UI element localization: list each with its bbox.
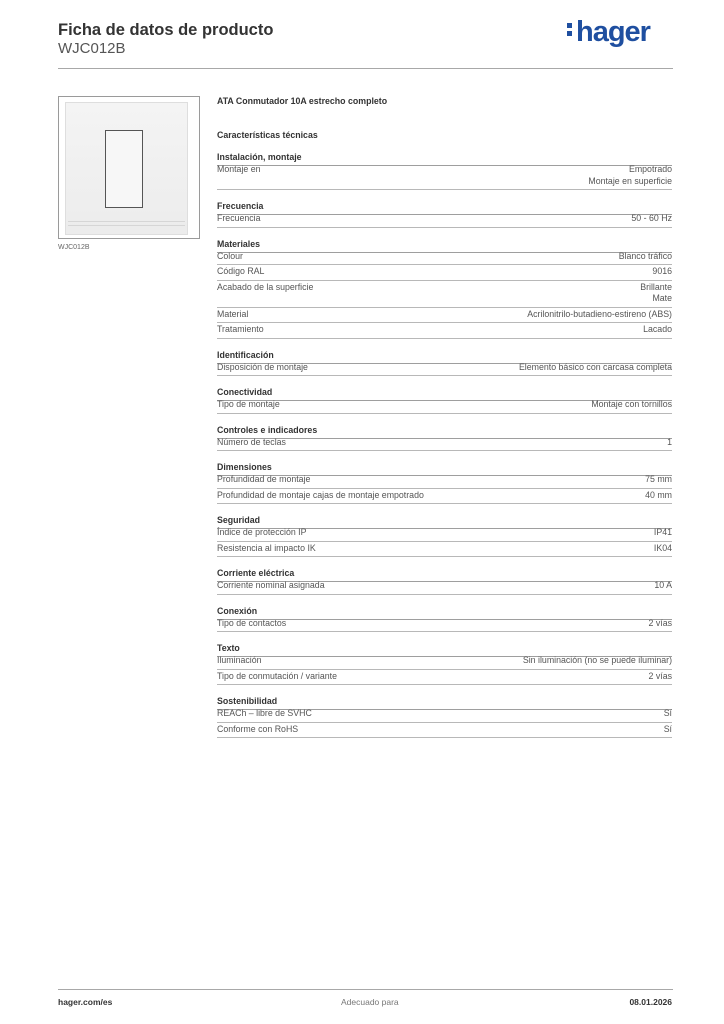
spec-label: Profundidad de montaje cajas de montaje empotrado	[217, 489, 424, 500]
spec-label: Tipo de contactos	[217, 617, 287, 628]
spec-label: REACh – libre de SVHC	[217, 708, 312, 718]
spec-label: Profundidad de montaje	[217, 474, 311, 484]
product-image	[58, 96, 200, 239]
section-title: Controles e indicadores	[217, 425, 672, 436]
spec-value-line: 10 A	[654, 580, 672, 590]
spec-row	[217, 265, 672, 281]
footer-date: 08.01.2026	[629, 997, 672, 1007]
spec-label: Corriente nominal asignada	[217, 580, 325, 590]
spec-value-line: Montaje con tornillos	[591, 399, 672, 409]
spec-value-line: IK04	[653, 542, 672, 553]
spec-row	[217, 670, 672, 686]
spec-value-line: Sí	[663, 708, 672, 718]
spec-value-line: Blanco tráfico	[618, 250, 672, 261]
spec-label: Acabado de la superficie	[217, 281, 314, 292]
spec-section	[217, 425, 672, 452]
document-title: Ficha de datos de producto	[58, 21, 274, 39]
logo-text: hager	[576, 16, 650, 48]
section-title: Texto	[217, 643, 672, 654]
spec-section	[217, 606, 672, 633]
spec-value	[667, 437, 672, 449]
spec-label: Colour	[217, 250, 243, 261]
section-title: Materiales	[217, 239, 672, 250]
spec-value-line: IP41	[653, 527, 672, 537]
spec-row	[217, 617, 672, 633]
spec-label: Tratamiento	[217, 324, 264, 334]
spec-value	[588, 164, 672, 187]
spec-value	[640, 282, 672, 305]
footer-suitable-for: Adecuado para	[341, 997, 399, 1007]
spec-row	[217, 489, 672, 505]
spec-value-line: 2 vías	[648, 617, 672, 628]
spec-value	[654, 543, 672, 555]
section-title: Conexión	[217, 606, 672, 617]
spec-value-line: Brillante	[640, 281, 672, 292]
spec-value-line: 9016	[652, 266, 672, 276]
spec-label: Conforme con RoHS	[217, 723, 299, 734]
spec-label: Frecuencia	[217, 213, 261, 223]
spec-row	[217, 250, 672, 266]
spec-label: Resistencia al impacto IK	[217, 542, 316, 553]
spec-label: Código RAL	[217, 266, 265, 276]
spec-row	[217, 542, 672, 558]
spec-section	[217, 201, 672, 228]
footer-website: hager.com/es	[58, 997, 113, 1007]
hager-logo	[567, 14, 650, 50]
spec-value	[645, 474, 672, 486]
spec-content	[217, 96, 672, 738]
spec-value-line: Sin iluminación (no se puede iluminar)	[522, 655, 672, 665]
spec-value	[654, 580, 672, 592]
spec-value-line: Montaje en superficie	[588, 175, 672, 186]
spec-value	[645, 490, 672, 502]
spec-label: Montaje en	[217, 164, 261, 174]
spec-value	[654, 527, 672, 539]
spec-value-line: 75 mm	[645, 474, 672, 484]
spec-section	[217, 696, 672, 738]
spec-row	[217, 526, 672, 542]
image-caption: WJC012B	[58, 244, 90, 251]
spec-section	[217, 387, 672, 414]
product-code: WJC012B	[58, 40, 126, 57]
spec-heading: Características técnicas	[217, 130, 318, 140]
section-title: Dimensiones	[217, 462, 672, 473]
spec-value-line: Acrilonitrilo-butadieno-estireno (ABS)	[527, 308, 672, 319]
spec-value	[631, 213, 672, 225]
spec-section	[217, 350, 672, 377]
product-title: ATA Conmutador 10A estrecho completo	[217, 96, 388, 106]
section-title: Instalación, montaje	[217, 152, 672, 163]
section-title: Corriente eléctrica	[217, 568, 672, 579]
section-title: Frecuencia	[217, 201, 672, 212]
spec-value-line: Elemento básico con carcasa completa	[518, 361, 672, 372]
logo-dots-icon	[567, 20, 574, 39]
switch-rocker	[105, 130, 143, 208]
spec-row	[217, 212, 672, 228]
footer-divider	[58, 989, 673, 990]
spec-value	[664, 708, 672, 720]
section-title: Conectividad	[217, 387, 672, 398]
spec-value-line: Lacado	[643, 324, 672, 334]
spec-value	[649, 618, 672, 630]
spec-value	[649, 671, 672, 683]
spec-value-line: Sí	[663, 723, 672, 734]
spec-row	[217, 579, 672, 595]
spec-row	[217, 308, 672, 324]
spec-label: Disposición de montaje	[217, 361, 308, 372]
spec-value	[643, 324, 672, 336]
spec-row	[217, 323, 672, 339]
spec-value	[527, 309, 672, 321]
switch-plate-icon	[65, 102, 188, 235]
spec-value	[619, 251, 672, 263]
spec-row	[217, 361, 672, 377]
spec-value-line: 40 mm	[645, 489, 672, 500]
spec-row	[217, 473, 672, 489]
spec-value	[591, 399, 672, 411]
spec-value	[664, 724, 672, 736]
spec-value	[519, 362, 672, 374]
spec-sections	[217, 152, 672, 738]
spec-section	[217, 152, 672, 190]
spec-label: Número de teclas	[217, 436, 286, 447]
spec-row	[217, 281, 672, 308]
spec-label: Índice de protección IP	[217, 527, 307, 537]
section-title: Sostenibilidad	[217, 696, 672, 707]
section-title: Seguridad	[217, 515, 672, 526]
spec-value-line: 2 vías	[648, 670, 672, 681]
spec-value-line: Mate	[652, 293, 672, 303]
spec-row	[217, 398, 672, 414]
spec-value-line: 1	[667, 436, 672, 447]
spec-label: Iluminación	[217, 655, 262, 665]
spec-section	[217, 462, 672, 504]
spec-row	[217, 436, 672, 452]
spec-row	[217, 654, 672, 670]
spec-value	[652, 266, 672, 278]
spec-section	[217, 239, 672, 339]
spec-section	[217, 515, 672, 557]
spec-value	[523, 655, 672, 667]
spec-label: Tipo de montaje	[217, 399, 280, 409]
spec-label: Tipo de conmutación / variante	[217, 670, 337, 681]
spec-label: Material	[217, 308, 249, 319]
spec-section	[217, 643, 672, 685]
spec-row	[217, 723, 672, 739]
spec-value-line: Empotrado	[628, 164, 672, 174]
spec-value-line: 50 - 60 Hz	[631, 213, 672, 223]
spec-section	[217, 568, 672, 595]
spec-row	[217, 707, 672, 723]
section-title: Identificación	[217, 350, 672, 361]
header-divider	[58, 68, 673, 69]
spec-row	[217, 163, 672, 190]
